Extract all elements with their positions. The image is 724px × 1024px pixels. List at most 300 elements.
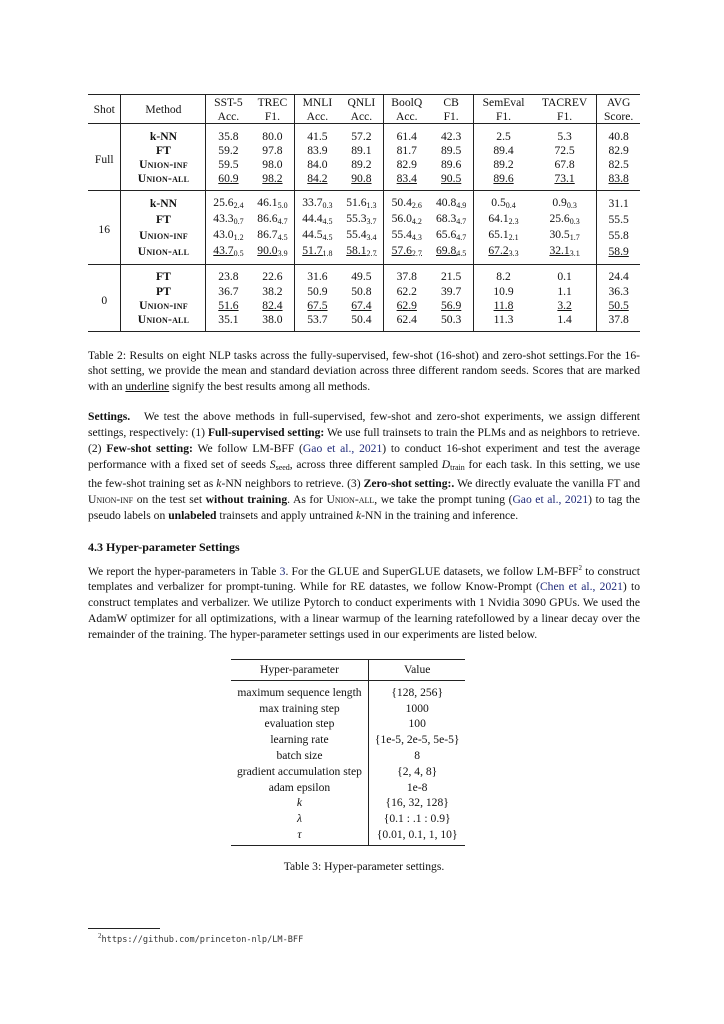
score-cell (295, 143, 339, 157)
method-cell (121, 284, 206, 298)
score-value: 50.3 (441, 312, 462, 326)
method-label: Union-inf (139, 229, 188, 243)
score-value: 11.8 (493, 298, 514, 312)
citation-link[interactable]: Chen et al., 2021 (539, 580, 623, 594)
param-name: batch size (231, 748, 368, 764)
score-value: 59.5 (218, 157, 239, 171)
score-cell (339, 312, 383, 331)
score-value: 43.3 (213, 211, 234, 225)
score-cell (474, 312, 533, 331)
footnote-rule (88, 928, 160, 929)
score-value: 65.6 (436, 227, 457, 241)
score-value: 25.6 (213, 195, 234, 209)
section-heading: 4.3 Hyper-parameter Settings (88, 539, 240, 554)
score-cell (250, 228, 294, 244)
col-header: TREC (250, 95, 294, 110)
score-value: 89.6 (441, 157, 462, 171)
score-std: 0.3 (566, 200, 577, 210)
score-value: 89.2 (493, 157, 514, 171)
score-value: 55.4 (346, 227, 367, 241)
score-value: 56.9 (441, 298, 462, 312)
score-cell (429, 143, 473, 157)
score-cell (295, 264, 339, 284)
col-header: TACREV (533, 95, 597, 110)
score-value: 55.8 (608, 229, 629, 243)
param-name: evaluation step (231, 716, 368, 732)
score-value: 46.1 (257, 195, 278, 209)
method-label: k-NN (149, 197, 177, 211)
metric-header: F1. (429, 109, 473, 124)
score-value: 30.5 (549, 227, 570, 241)
method-label: FT (156, 270, 171, 284)
score-cell (384, 264, 429, 284)
score-cell (384, 244, 429, 265)
col-header: AVG (597, 95, 640, 110)
table-row (88, 244, 640, 265)
col-header: SemEval (474, 95, 533, 110)
method-label: PT (156, 284, 171, 298)
score-cell (533, 244, 597, 265)
score-cell (339, 157, 383, 171)
method-label: Union-all (137, 172, 190, 186)
score-value: 86.6 (257, 211, 278, 225)
score-value: 62.9 (396, 298, 417, 312)
score-cell (474, 298, 533, 312)
citation-link[interactable]: Gao et al., 2021 (512, 492, 589, 506)
score-cell (474, 244, 533, 265)
method-cell (121, 264, 206, 284)
score-value: 39.7 (441, 284, 462, 298)
score-value: 82.5 (608, 157, 629, 171)
score-cell (474, 284, 533, 298)
table2-caption (88, 348, 640, 396)
score-value: 36.3 (608, 284, 629, 298)
metric-header: Acc. (295, 109, 339, 124)
param-name: maximum sequence length (231, 680, 368, 700)
method-cell (121, 124, 206, 144)
shot-cell: 0 (88, 264, 121, 331)
score-cell (250, 312, 294, 331)
score-cell (474, 264, 533, 284)
score-value: 84.0 (307, 157, 328, 171)
score-value: 86.7 (257, 227, 278, 241)
score-cell (429, 228, 473, 244)
score-cell (250, 172, 294, 191)
score-cell (474, 228, 533, 244)
table-row (88, 212, 640, 228)
method-label: Union-all (137, 312, 190, 326)
score-value: 2.5 (496, 129, 511, 143)
score-value: 11.3 (493, 312, 514, 326)
method-cell (121, 244, 206, 265)
param-value: {1e-5, 2e-5, 5e-5} (374, 733, 460, 747)
table-ref-link[interactable]: 3 (279, 564, 286, 578)
score-cell (533, 298, 597, 312)
score-cell (295, 190, 339, 212)
score-value: 72.5 (554, 143, 575, 157)
score-std: 2.3 (508, 216, 519, 226)
score-value: 60.9 (218, 172, 239, 186)
score-value: 68.3 (436, 211, 457, 225)
score-value: 1.4 (557, 312, 572, 326)
score-value: 89.6 (493, 172, 514, 186)
score-value: 69.8 (436, 243, 457, 257)
score-std: 1.7 (569, 232, 580, 242)
score-value: 58.9 (608, 245, 629, 259)
score-cell (339, 264, 383, 284)
score-cell (429, 124, 473, 144)
method-cell (121, 190, 206, 212)
param-name: max training step (231, 701, 368, 717)
caption-text-end: signify the best results among all methods. (172, 380, 371, 394)
score-cell (250, 212, 294, 228)
method-label: Union-all (137, 245, 190, 259)
param-name: adam epsilon (231, 780, 368, 796)
score-cell (339, 298, 383, 312)
score-cell (250, 284, 294, 298)
score-value: 35.8 (218, 129, 239, 143)
score-value: 57.6 (391, 243, 412, 257)
param-name: λ (231, 811, 368, 827)
score-value: 65.1 (488, 227, 509, 241)
method-cell (121, 157, 206, 171)
score-value: 80.0 (262, 129, 283, 143)
metric-header: F1. (533, 109, 597, 124)
score-value: 89.5 (441, 143, 462, 157)
footnote-marker[interactable]: 2 (578, 563, 583, 572)
score-value: 43.0 (213, 227, 234, 241)
score-cell (339, 124, 383, 144)
score-cell (533, 212, 597, 228)
score-std: 4.5 (322, 232, 333, 242)
param-header: Hyper-parameter (231, 659, 368, 680)
score-cell (339, 143, 383, 157)
score-value: 35.1 (218, 312, 239, 326)
score-value: 38.2 (262, 284, 283, 298)
score-std: 3.7 (366, 216, 377, 226)
score-value: 8.2 (496, 270, 511, 284)
score-value: 89.1 (351, 143, 372, 157)
col-header: CB (429, 95, 473, 110)
score-value: 89.4 (493, 143, 514, 157)
table-row (231, 732, 465, 748)
score-cell (339, 172, 383, 191)
score-value: 25.6 (549, 211, 570, 225)
score-value: 41.5 (307, 129, 328, 143)
score-value: 32.1 (549, 243, 570, 257)
score-value: 56.0 (391, 211, 412, 225)
table-row (231, 795, 465, 811)
score-std: 4.7 (456, 232, 467, 242)
score-value: 42.3 (441, 129, 462, 143)
score-cell (429, 212, 473, 228)
score-std: 2.7 (366, 248, 377, 258)
caption-text: Table 2: Results on eight NLP tasks across the fully-supervised, few-shot (16-shot) and zero-shot settings.For the 16-shot setting, we provide the mean and standard deviation across three different random seeds. Scores that are marked with an (88, 348, 640, 394)
method-cell (121, 172, 206, 191)
results-body (88, 124, 640, 332)
page-body (88, 94, 640, 873)
score-value: 24.4 (608, 270, 629, 284)
param-value: {0.01, 0.1, 1, 10} (368, 827, 465, 845)
score-std: 4.5 (277, 232, 288, 242)
score-cell (597, 212, 640, 228)
score-value: 10.9 (493, 284, 514, 298)
score-value: 81.7 (396, 143, 417, 157)
score-value: 43.7 (213, 243, 234, 257)
score-std: 1.2 (233, 232, 244, 242)
few-shot-label: Few-shot setting: (106, 442, 193, 456)
score-value: 23.8 (218, 270, 239, 284)
score-std: 1.8 (322, 248, 333, 258)
score-cell (206, 212, 250, 228)
method-label: FT (156, 213, 171, 227)
param-value: 1000 (405, 701, 429, 715)
score-cell (206, 312, 250, 331)
score-cell (384, 157, 429, 171)
score-cell (429, 312, 473, 331)
table-row (88, 298, 640, 312)
score-cell (384, 284, 429, 298)
score-cell (206, 298, 250, 312)
score-value: 82.4 (262, 298, 283, 312)
score-value: 21.5 (441, 270, 462, 284)
score-value: 37.8 (608, 312, 629, 326)
score-cell (384, 212, 429, 228)
score-value: 67.4 (351, 298, 372, 312)
score-value: 31.1 (608, 197, 629, 211)
score-value: 0.1 (557, 270, 572, 284)
score-cell (474, 172, 533, 191)
table-row (88, 284, 640, 298)
param-name: τ (231, 827, 368, 845)
score-value: 82.9 (396, 157, 417, 171)
score-cell (597, 312, 640, 331)
score-value: 55.4 (391, 227, 412, 241)
param-value: {0.1 : .1 : 0.9} (383, 812, 451, 826)
table-row (88, 264, 640, 284)
score-cell (384, 143, 429, 157)
score-cell (597, 157, 640, 171)
score-cell (429, 264, 473, 284)
score-value: 51.7 (302, 243, 323, 257)
score-value: 62.4 (396, 312, 417, 326)
col-header: SST-5 (206, 95, 250, 110)
score-value: 83.8 (608, 172, 629, 186)
settings-heading: Settings. (88, 410, 131, 424)
score-std: 0.5 (233, 248, 244, 258)
score-cell (429, 157, 473, 171)
score-value: 53.7 (307, 312, 328, 326)
settings-paragraph: Settings. We test the above methods in full-supervised, few-shot and zero-shot experiments, we assign different settings, respectively: (1) Full-supervised setting: We use full trainsets to train the PLMs and as neighbors to retrieve. (2) Few-shot setting: We follow LM-BFF (Gao et al., 2021) to conduct 16-shot experiment and test the average performance with a fixed set of seeds $S_{seed}$, across three different sampled $D_{train}$ for each task. In this setting, we use the few-shot training set as k-NN neighbors to retrieve. (3) Zero-shot setting:. We directly evaluate the vanilla FT and Union-inf on the test set without training. As for Union-all, we take the prompt tuning (Gao et al., 2021) to tag the pseudo labels on unlabeled trainsets and apply untrained k-NN in the training and inference. (88, 410, 640, 522)
table3-caption: Table 3: Hyper-parameter settings. (283, 859, 445, 873)
param-value: 8 (414, 748, 421, 762)
score-value: 40.8 (436, 195, 457, 209)
score-cell (533, 312, 597, 331)
score-cell (474, 143, 533, 157)
score-std: 3.3 (508, 248, 519, 258)
score-cell (597, 143, 640, 157)
score-cell (206, 228, 250, 244)
score-cell (339, 228, 383, 244)
score-value: 1.1 (557, 284, 572, 298)
score-value: 62.2 (396, 284, 417, 298)
score-cell (597, 190, 640, 212)
score-value: 58.1 (346, 243, 367, 257)
score-cell (250, 143, 294, 157)
score-cell (250, 264, 294, 284)
score-cell (250, 298, 294, 312)
param-value: {128, 256} (391, 685, 444, 699)
col-header: QNLI (339, 95, 383, 110)
footnote-url[interactable]: https://github.com/princeton-nlp/LM-BFF (101, 934, 304, 945)
score-cell (339, 190, 383, 212)
score-value: 98.2 (262, 172, 283, 186)
score-value: 44.4 (302, 211, 323, 225)
score-value: 44.5 (302, 227, 323, 241)
param-name: gradient accumulation step (231, 764, 368, 780)
results-table (88, 94, 640, 332)
score-cell (384, 298, 429, 312)
score-std: 4.7 (456, 216, 467, 226)
score-cell (474, 212, 533, 228)
score-cell (295, 172, 339, 191)
hyperparam-paragraph: We report the hyper-parameters in Table 3. For the GLUE and SuperGLUE datasets, we follow LM-BFF$^2$ to construct templates and verbalizer for prompt-tuning. While for RE datastes, we follow Know-Prompt (Chen et al., 2021) to construct templates and verbalizer. We utilize Pytorch to conduct experiments with 1 Nvidia 3090 GPUs. We used the AdamW optimizer for all optimizations, with a linear warmup of the learning ratefollowed by a linear decay over the remainder of the training. The hyper-parameter settings used in our experiments are listed below. (88, 563, 641, 642)
score-cell (295, 157, 339, 171)
score-value: 83.9 (307, 143, 328, 157)
table-row (88, 157, 640, 171)
param-value: {16, 32, 128} (385, 796, 449, 810)
footnote-number: 2 (98, 932, 102, 940)
score-std: 1.3 (366, 200, 377, 210)
score-cell (384, 172, 429, 191)
method-cell (121, 312, 206, 331)
score-cell (206, 172, 250, 191)
metric-header: Acc. (339, 109, 383, 124)
score-value: 90.5 (441, 172, 462, 186)
score-value: 84.2 (307, 172, 328, 186)
score-cell (429, 284, 473, 298)
score-value: 90.8 (351, 172, 372, 186)
method-cell (121, 212, 206, 228)
score-cell (295, 244, 339, 265)
metric-header: F1. (474, 109, 533, 124)
score-cell (533, 172, 597, 191)
score-value: 50.4 (391, 195, 412, 209)
score-cell (597, 298, 640, 312)
score-value: 40.8 (608, 129, 629, 143)
score-cell (295, 124, 339, 144)
score-value: 55.5 (608, 213, 629, 227)
score-cell (206, 157, 250, 171)
score-value: 89.2 (351, 157, 372, 171)
method-label: Union-inf (139, 298, 188, 312)
score-value: 37.8 (396, 270, 417, 284)
score-cell (384, 228, 429, 244)
score-cell (206, 284, 250, 298)
score-value: 98.0 (262, 157, 283, 171)
score-value: 50.4 (351, 312, 372, 326)
table-row (88, 124, 640, 144)
score-value: 0.9 (552, 195, 567, 209)
score-cell (429, 190, 473, 212)
score-std: 4.5 (456, 248, 467, 258)
score-value: 67.5 (307, 298, 328, 312)
method-cell (121, 298, 206, 312)
score-cell (533, 284, 597, 298)
table-row (88, 143, 640, 157)
score-value: 22.6 (262, 270, 283, 284)
score-value: 90.0 (257, 243, 278, 257)
score-cell (206, 143, 250, 157)
score-cell (295, 312, 339, 331)
table-row (231, 764, 465, 780)
score-std: 4.2 (411, 216, 422, 226)
score-value: 50.9 (307, 284, 328, 298)
table-row (231, 680, 465, 700)
score-cell (429, 244, 473, 265)
shot-cell: 16 (88, 190, 121, 264)
score-cell (474, 157, 533, 171)
score-cell (250, 124, 294, 144)
score-cell (597, 264, 640, 284)
value-header: Value (368, 659, 465, 680)
param-value: 100 (408, 717, 426, 731)
method-cell (121, 228, 206, 244)
score-value: 61.4 (396, 129, 417, 143)
score-value: 59.2 (218, 143, 239, 157)
score-value: 67.8 (554, 157, 575, 171)
score-cell (250, 157, 294, 171)
score-value: 73.1 (554, 172, 575, 186)
table-row (231, 827, 465, 845)
score-std: 3.4 (366, 232, 377, 242)
method-label: k-NN (149, 129, 177, 143)
citation-link[interactable]: Gao et al., 2021 (302, 442, 383, 456)
shot-header: Shot (88, 95, 121, 124)
table-row (231, 701, 465, 717)
table-row (88, 190, 640, 212)
score-value: 83.4 (396, 172, 417, 186)
score-value: 36.7 (218, 284, 239, 298)
col-header: MNLI (295, 95, 339, 110)
score-std: 0.4 (505, 200, 516, 210)
score-std: 4.9 (456, 200, 467, 210)
score-value: 50.5 (608, 298, 629, 312)
method-cell (121, 143, 206, 157)
caption-underline-word: underline (125, 380, 170, 394)
score-cell (597, 172, 640, 191)
score-cell (474, 190, 533, 212)
hyperparam-table (231, 659, 465, 846)
metric-header: F1. (250, 109, 294, 124)
score-cell (429, 172, 473, 191)
score-value: 31.6 (307, 270, 328, 284)
score-cell (597, 284, 640, 298)
score-value: 5.3 (557, 129, 572, 143)
hyperparam-body (231, 680, 465, 845)
full-supervised-label: Full-supervised setting: (207, 426, 325, 440)
score-value: 67.2 (488, 243, 509, 257)
score-cell (533, 124, 597, 144)
table-row (231, 716, 465, 732)
table-row (231, 780, 465, 796)
score-value: 82.9 (608, 143, 629, 157)
score-value: 0.5 (491, 195, 506, 209)
method-label: Union-inf (139, 157, 188, 171)
score-value: 97.8 (262, 143, 283, 157)
table-row (231, 748, 465, 764)
score-cell (206, 244, 250, 265)
